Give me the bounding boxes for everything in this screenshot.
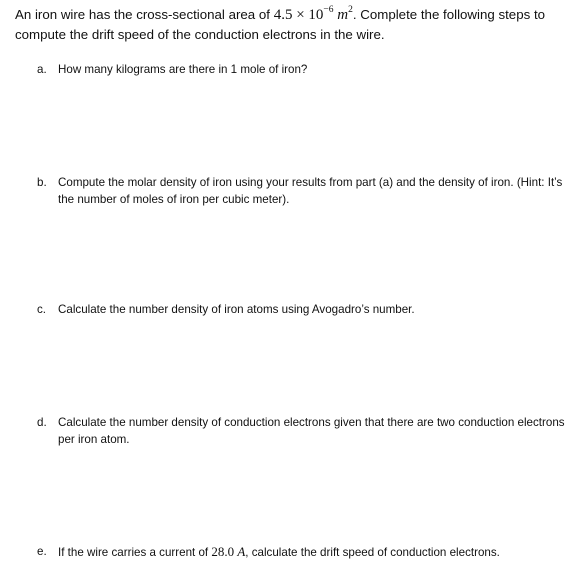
question-d bbox=[37, 414, 572, 448]
area-unit-exponent: 2 bbox=[348, 5, 353, 15]
area-expression bbox=[274, 7, 353, 23]
area-unit: m bbox=[337, 7, 349, 23]
current-value: 28.0 bbox=[211, 544, 235, 559]
current-unit: A bbox=[237, 544, 246, 559]
question-a bbox=[37, 61, 572, 78]
question-c-text: Calculate the number density of iron atoms using Avogadro’s number. bbox=[58, 303, 415, 316]
question-a-marker: a. bbox=[37, 63, 47, 76]
question-b-marker: b. bbox=[37, 176, 47, 189]
question-c bbox=[37, 301, 572, 318]
question-a-text: How many kilograms are there in 1 mole of iron? bbox=[58, 63, 308, 76]
times-symbol: × bbox=[296, 7, 305, 23]
intro-text-2: . Complete the following steps to compute the drift speed of the conduction electrons in the wire. bbox=[15, 7, 546, 42]
question-d-marker: d. bbox=[37, 416, 47, 429]
question-e-text bbox=[58, 543, 572, 561]
area-exponent: −6 bbox=[323, 5, 334, 15]
problem-statement bbox=[15, 5, 570, 45]
question-b bbox=[37, 174, 572, 208]
question-c-marker: c. bbox=[37, 303, 47, 316]
area-base: 10 bbox=[308, 7, 324, 23]
question-b-text: Compute the molar density of iron using your results from part (a) and the density of iron. (Hint: It’s the number of moles of iron per cubic meter). bbox=[58, 176, 563, 206]
area-coefficient: 4.5 bbox=[273, 7, 293, 23]
question-e-text-before: If the wire carries a current of bbox=[58, 546, 212, 559]
question-e-text-after: , calculate the drift speed of conduction electrons. bbox=[245, 546, 500, 559]
question-e-marker: e. bbox=[37, 545, 47, 558]
intro-text-1: An iron wire has the cross-sectional area of bbox=[15, 7, 274, 22]
question-e bbox=[37, 543, 572, 561]
question-d-text: Calculate the number density of conduction electrons given that there are two conduction electrons per iron atom. bbox=[58, 416, 565, 446]
